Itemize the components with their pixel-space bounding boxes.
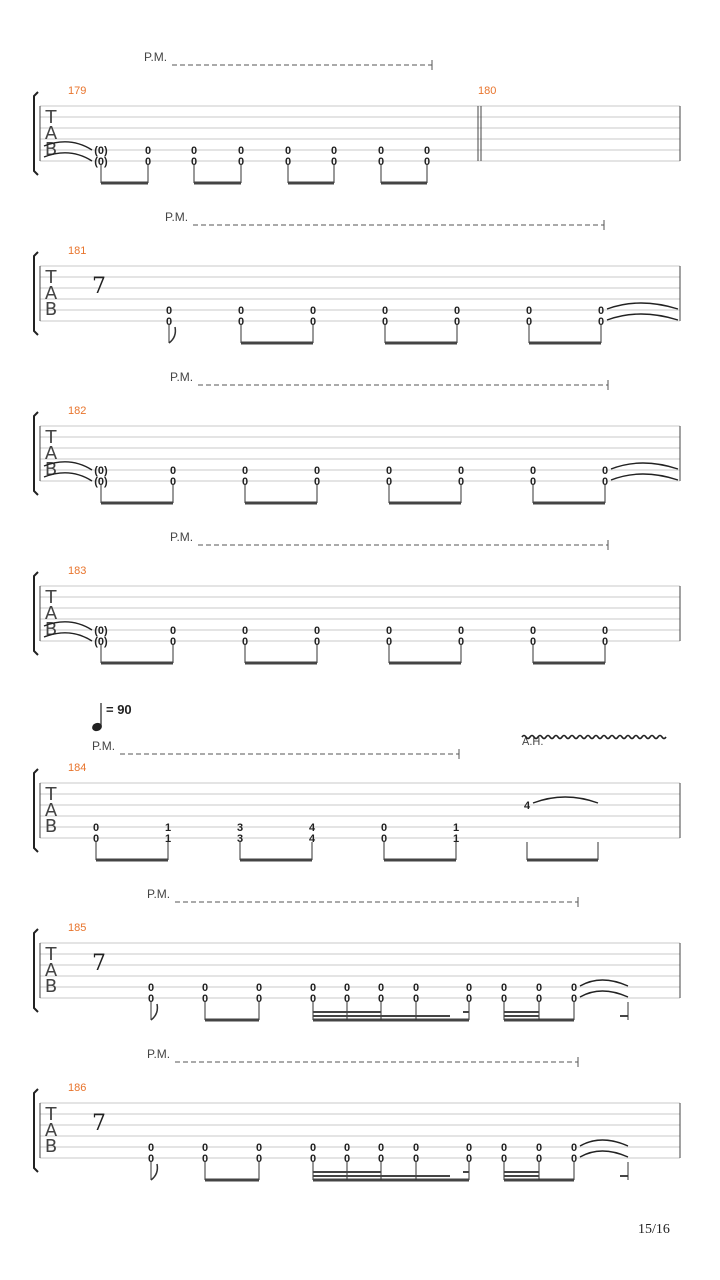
fret-number: 0 — [457, 476, 465, 488]
tab-clef-letter: A — [44, 1120, 58, 1141]
fret-number: (0) — [94, 636, 108, 648]
fret-number: 0 — [169, 465, 177, 477]
fret-number: 0 — [412, 993, 420, 1005]
eighth-rest-icon: 7 — [92, 274, 106, 299]
fret-number: 0 — [144, 145, 152, 157]
fret-number: 0 — [190, 145, 198, 157]
fret-number: 0 — [597, 316, 605, 328]
fret-number: (0) — [94, 625, 108, 637]
measure-number: 186 — [68, 1082, 87, 1094]
fret-number: 0 — [201, 982, 209, 994]
tab-clef-letter: B — [44, 299, 58, 320]
fret-number: 0 — [535, 982, 543, 994]
fret-number: 1 — [164, 833, 172, 845]
fret-number: 0 — [343, 982, 351, 994]
fret-number: 0 — [201, 993, 209, 1005]
system-bracket — [34, 412, 38, 495]
fret-number: 0 — [412, 982, 420, 994]
measure-number: 182 — [68, 405, 87, 417]
fret-number: 0 — [147, 993, 155, 1005]
fret-number: 0 — [237, 305, 245, 317]
palm-mute-label: P.M. — [170, 370, 194, 384]
fret-number: 0 — [255, 1153, 263, 1165]
system-bracket — [34, 1089, 38, 1172]
fret-number: 0 — [457, 625, 465, 637]
staff-system — [34, 887, 680, 1020]
fret-number: 0 — [601, 636, 609, 648]
fret-number: 0 — [201, 1153, 209, 1165]
fret-number: 0 — [500, 982, 508, 994]
palm-mute-label: P.M. — [92, 739, 116, 753]
tab-clef-letter: T — [45, 427, 57, 448]
fret-number: 0 — [601, 465, 609, 477]
staff-system — [34, 702, 680, 860]
fret-number: 0 — [385, 625, 393, 637]
fret-number: 0 — [500, 993, 508, 1005]
fret-number: 0 — [255, 982, 263, 994]
note-flag — [169, 327, 175, 343]
fret-number: 0 — [255, 1142, 263, 1154]
fret-number: 0 — [237, 316, 245, 328]
fret-number: 0 — [535, 1142, 543, 1154]
tab-clef-letter: B — [44, 619, 58, 640]
fret-number: 0 — [309, 982, 317, 994]
fret-number: 0 — [284, 156, 292, 168]
tab-clef-letter: A — [44, 443, 58, 464]
fret-number: 0 — [284, 145, 292, 157]
fret-number: 1 — [452, 822, 460, 834]
fret-number: 0 — [453, 305, 461, 317]
fret-number: (0) — [94, 145, 108, 157]
tab-clef-letter: T — [45, 784, 57, 805]
tie-arc — [580, 991, 628, 997]
system-bracket — [34, 929, 38, 1012]
fret-number: 0 — [412, 1142, 420, 1154]
fret-number: 1 — [452, 833, 460, 845]
fret-number: 0 — [201, 1142, 209, 1154]
fret-number: 4 — [308, 822, 316, 834]
fret-number: 0 — [570, 993, 578, 1005]
fret-number: 0 — [377, 1153, 385, 1165]
fret-number: 0 — [380, 822, 388, 834]
tie-arc — [580, 1151, 628, 1157]
fret-number: 0 — [500, 1153, 508, 1165]
fret-number: 0 — [309, 305, 317, 317]
fret-number: 0 — [147, 1142, 155, 1154]
fret-number: 0 — [380, 833, 388, 845]
fret-number: 0 — [237, 156, 245, 168]
palm-mute-label: P.M. — [147, 887, 171, 901]
fret-number: 0 — [535, 993, 543, 1005]
fret-number: 0 — [309, 316, 317, 328]
eighth-rest-icon: 7 — [92, 951, 106, 976]
tie-arc — [611, 463, 678, 469]
fret-number: 0 — [385, 476, 393, 488]
fret-number: 0 — [377, 145, 385, 157]
tie-arc — [607, 303, 678, 309]
tab-clef-letter: T — [45, 944, 57, 965]
fret-number: 0 — [500, 1142, 508, 1154]
tie-arc — [533, 797, 598, 803]
fret-number: 0 — [237, 145, 245, 157]
fret-number: 0 — [313, 476, 321, 488]
tab-clef-letter: B — [44, 139, 58, 160]
tie-arc — [607, 314, 678, 320]
fret-number: 0 — [377, 156, 385, 168]
system-bracket — [34, 252, 38, 335]
tab-clef-letter: A — [44, 800, 58, 821]
system-bracket — [34, 769, 38, 852]
fret-number: 0 — [457, 465, 465, 477]
fret-number: 0 — [309, 1153, 317, 1165]
fret-number: 0 — [529, 465, 537, 477]
fret-number: 0 — [601, 476, 609, 488]
palm-mute-label: P.M. — [147, 1047, 171, 1061]
fret-number: 0 — [190, 156, 198, 168]
fret-number: 0 — [313, 636, 321, 648]
fret-number: 0 — [529, 636, 537, 648]
fret-number: (0) — [94, 465, 108, 477]
staff-system — [34, 1047, 680, 1180]
measure-number: 185 — [68, 922, 87, 934]
fret-number: 0 — [313, 465, 321, 477]
tie-arc — [611, 474, 678, 480]
system-bracket — [34, 92, 38, 175]
fret-number: 0 — [147, 982, 155, 994]
fret-number: 0 — [465, 1142, 473, 1154]
fret-number: 0 — [570, 982, 578, 994]
palm-mute-label: P.M. — [170, 530, 194, 544]
fret-number: 0 — [457, 636, 465, 648]
tab-clef-letter: A — [44, 123, 58, 144]
fret-number: 0 — [535, 1153, 543, 1165]
fret-number: 0 — [597, 305, 605, 317]
fret-number: 0 — [343, 1142, 351, 1154]
fret-number: 0 — [465, 1153, 473, 1165]
fret-number: 0 — [147, 1153, 155, 1165]
staff-system — [34, 530, 680, 663]
eighth-rest-icon: 7 — [92, 1111, 106, 1136]
fret-number: 4 — [523, 800, 531, 812]
fret-number: 0 — [601, 625, 609, 637]
fret-number: 0 — [525, 305, 533, 317]
measure-number: 180 — [478, 85, 497, 97]
fret-number: 0 — [465, 993, 473, 1005]
fret-number: 0 — [165, 316, 173, 328]
fret-number: 0 — [165, 305, 173, 317]
fret-number: 1 — [164, 822, 172, 834]
fret-number: 0 — [381, 316, 389, 328]
fret-number: 0 — [241, 465, 249, 477]
palm-mute-label: P.M. — [165, 210, 189, 224]
tab-clef-letter: T — [45, 107, 57, 128]
page-number: 15/16 — [638, 1222, 670, 1237]
fret-number: 0 — [465, 982, 473, 994]
fret-number: 0 — [377, 982, 385, 994]
measure-number: 184 — [68, 762, 87, 774]
tab-clef-letter: B — [44, 1136, 58, 1157]
fret-number: 0 — [169, 636, 177, 648]
fret-number: 0 — [330, 145, 338, 157]
fret-number: 0 — [529, 625, 537, 637]
fret-number: 0 — [377, 993, 385, 1005]
fret-number: 0 — [529, 476, 537, 488]
fret-number: 0 — [241, 636, 249, 648]
tab-clef-letter: A — [44, 960, 58, 981]
tie-arc — [580, 1140, 628, 1146]
fret-number: 0 — [412, 1153, 420, 1165]
note-flag — [151, 1164, 157, 1180]
artificial-harmonic-label: A.H. — [522, 736, 544, 748]
fret-number: 0 — [385, 465, 393, 477]
fret-number: 0 — [343, 993, 351, 1005]
measure-number: 179 — [68, 85, 87, 97]
fret-number: 0 — [92, 833, 100, 845]
fret-number: (0) — [94, 156, 108, 168]
fret-number: 0 — [144, 156, 152, 168]
fret-number: 0 — [525, 316, 533, 328]
fret-number: 0 — [255, 993, 263, 1005]
fret-number: 0 — [313, 625, 321, 637]
fret-number: 0 — [570, 1153, 578, 1165]
tempo-marking: = 90 — [106, 702, 132, 717]
note-flag — [151, 1004, 157, 1020]
vibrato-wavy-line — [522, 736, 666, 739]
fret-number: 0 — [385, 636, 393, 648]
fret-number: 3 — [236, 833, 244, 845]
system-bracket — [34, 572, 38, 655]
tab-clef-letter: T — [45, 587, 57, 608]
staff-system — [34, 210, 680, 343]
fret-number: 0 — [309, 993, 317, 1005]
fret-number: 0 — [241, 476, 249, 488]
fret-number: 0 — [241, 625, 249, 637]
fret-number: 3 — [236, 822, 244, 834]
tab-clef-letter: B — [44, 976, 58, 997]
fret-number: 0 — [343, 1153, 351, 1165]
fret-number: 0 — [169, 625, 177, 637]
fret-number: 0 — [377, 1142, 385, 1154]
palm-mute-label: P.M. — [144, 50, 168, 64]
measure-number: 183 — [68, 565, 87, 577]
fret-number: 0 — [381, 305, 389, 317]
fret-number: 0 — [423, 156, 431, 168]
fret-number: 0 — [453, 316, 461, 328]
tab-clef-letter: A — [44, 283, 58, 304]
measure-number: 181 — [68, 245, 87, 257]
staff-system — [34, 50, 680, 183]
fret-number: 0 — [169, 476, 177, 488]
tab-clef-letter: B — [44, 816, 58, 837]
fret-number: 4 — [308, 833, 316, 845]
tab-clef-letter: T — [45, 1104, 57, 1125]
staff-system — [34, 370, 680, 503]
fret-number: 0 — [570, 1142, 578, 1154]
tab-clef-letter: A — [44, 603, 58, 624]
tab-clef-letter: B — [44, 459, 58, 480]
fret-number: 0 — [92, 822, 100, 834]
fret-number: 0 — [330, 156, 338, 168]
tab-clef-letter: T — [45, 267, 57, 288]
fret-number: 0 — [423, 145, 431, 157]
tie-arc — [580, 980, 628, 986]
fret-number: (0) — [94, 476, 108, 488]
fret-number: 0 — [309, 1142, 317, 1154]
